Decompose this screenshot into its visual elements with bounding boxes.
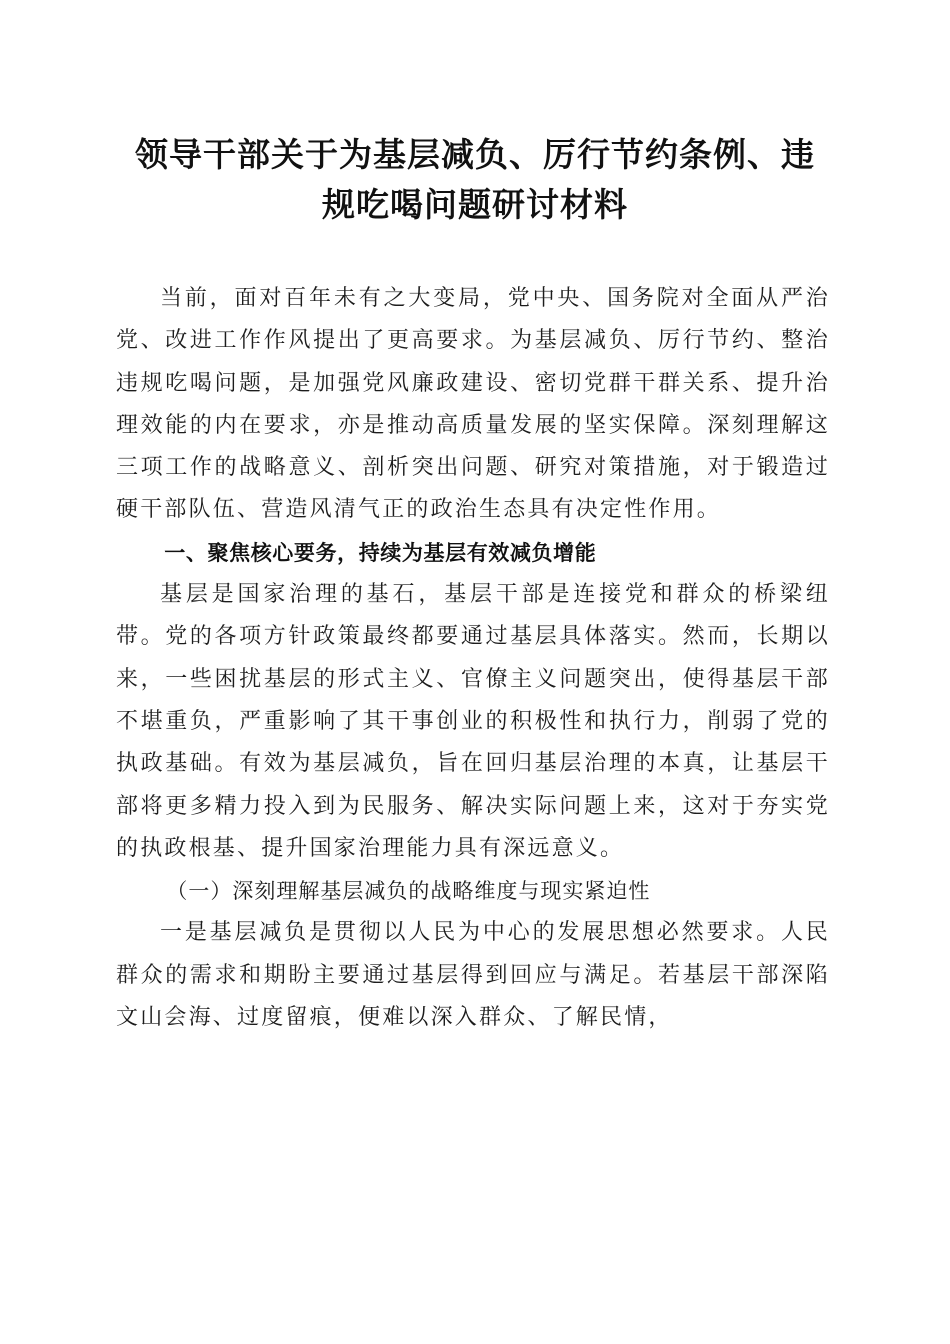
section-1-heading: 一、聚焦核心要务，持续为基层有效减负增能 bbox=[164, 540, 597, 565]
document-title bbox=[100, 130, 850, 230]
document-body bbox=[116, 278, 830, 1039]
title-line-2: 规吃喝问题研讨材料 bbox=[322, 185, 628, 224]
title-line-1: 领导干部关于为基层减负、厉行节约条例、违 bbox=[135, 135, 815, 174]
subsection-1-heading: （一）深刻理解基层减负的战略维度与现实紧迫性 bbox=[166, 879, 651, 904]
section-1-paragraph: 基层是国家治理的基石，基层干部是连接党和群众的桥梁纽带。党的各项方针政策最终都要通过基层具体落实。然而，长期以来，一些困扰基层的形式主义、官僚主义问题突出，使得基层干部不堪重负，严重影响了其干事创业的积极性和执行力，削弱了党的执政基础。有效为基层减负，旨在回归基层治理的本真，让基层干部将更多精力投入到为民服务、解决实际问题上来，这对于夯实党的执政根基、提升国家治理能力具有深远意义。 bbox=[116, 582, 830, 861]
intro-paragraph: 当前，面对百年未有之大变局，党中央、国务院对全面从严治党、改进工作作风提出了更高要求。为基层减负、厉行节约、整治违规吃喝问题，是加强党风廉政建设、密切党群干群关系、提升治理效能的内在要求，亦是推动高质量发展的坚实保障。深刻理解这三项工作的战略意义、剖析突出问题、研究对策措施，对于锻造过硬干部队伍、营造风清气正的政治生态具有决定性作用。 bbox=[116, 286, 830, 523]
subsection-1-paragraph: 一是基层减负是贯彻以人民为中心的发展思想必然要求。人民群众的需求和期盼主要通过基层得到回应与满足。若基层干部深陷文山会海、过度留痕，便难以深入群众、了解民情， bbox=[116, 920, 830, 1031]
